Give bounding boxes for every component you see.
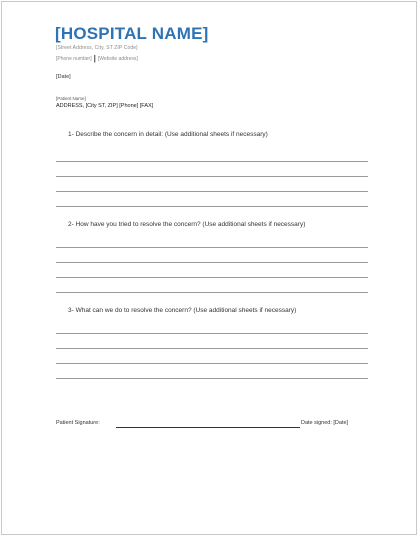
answer-line bbox=[56, 176, 368, 177]
answer-line bbox=[56, 348, 368, 349]
document-page bbox=[1, 1, 417, 535]
signature-line[interactable] bbox=[116, 427, 300, 428]
hospital-website: [Website address] bbox=[97, 56, 138, 62]
question-3: 3- What can we do to resolve the concern? (Use additional sheets if necessary) bbox=[68, 307, 297, 314]
patient-address: ADDRESS, [City ST, ZIP] [Phone] [FAX] bbox=[56, 103, 154, 109]
answer-line bbox=[56, 247, 368, 248]
answer-line bbox=[56, 333, 368, 334]
question-1: 1- Describe the concern in detail: (Use additional sheets if necessary) bbox=[68, 131, 268, 138]
patient-name: [Patient Name] bbox=[56, 96, 86, 101]
letter-date: [Date] bbox=[56, 74, 71, 80]
answer-line bbox=[56, 161, 368, 162]
answer-line bbox=[56, 378, 368, 379]
answer-line bbox=[56, 262, 368, 263]
hospital-name: [HOSPITAL NAME] bbox=[55, 24, 209, 43]
hospital-phone: [Phone number] bbox=[56, 56, 92, 62]
answer-line bbox=[56, 206, 368, 207]
question-2: 2- How have you tried to resolve the concern? (Use additional sheets if necessary) bbox=[68, 221, 306, 228]
contact-separator: | bbox=[93, 54, 96, 63]
answer-line bbox=[56, 292, 368, 293]
signature-label: Patient Signature: bbox=[56, 420, 100, 426]
answer-line bbox=[56, 363, 368, 364]
date-signed: Date signed: [Date] bbox=[301, 420, 349, 426]
hospital-contact bbox=[56, 54, 138, 63]
answer-line bbox=[56, 277, 368, 278]
answer-line bbox=[56, 191, 368, 192]
hospital-address: [Street Address, City, ST ZIP Code] bbox=[56, 45, 138, 51]
